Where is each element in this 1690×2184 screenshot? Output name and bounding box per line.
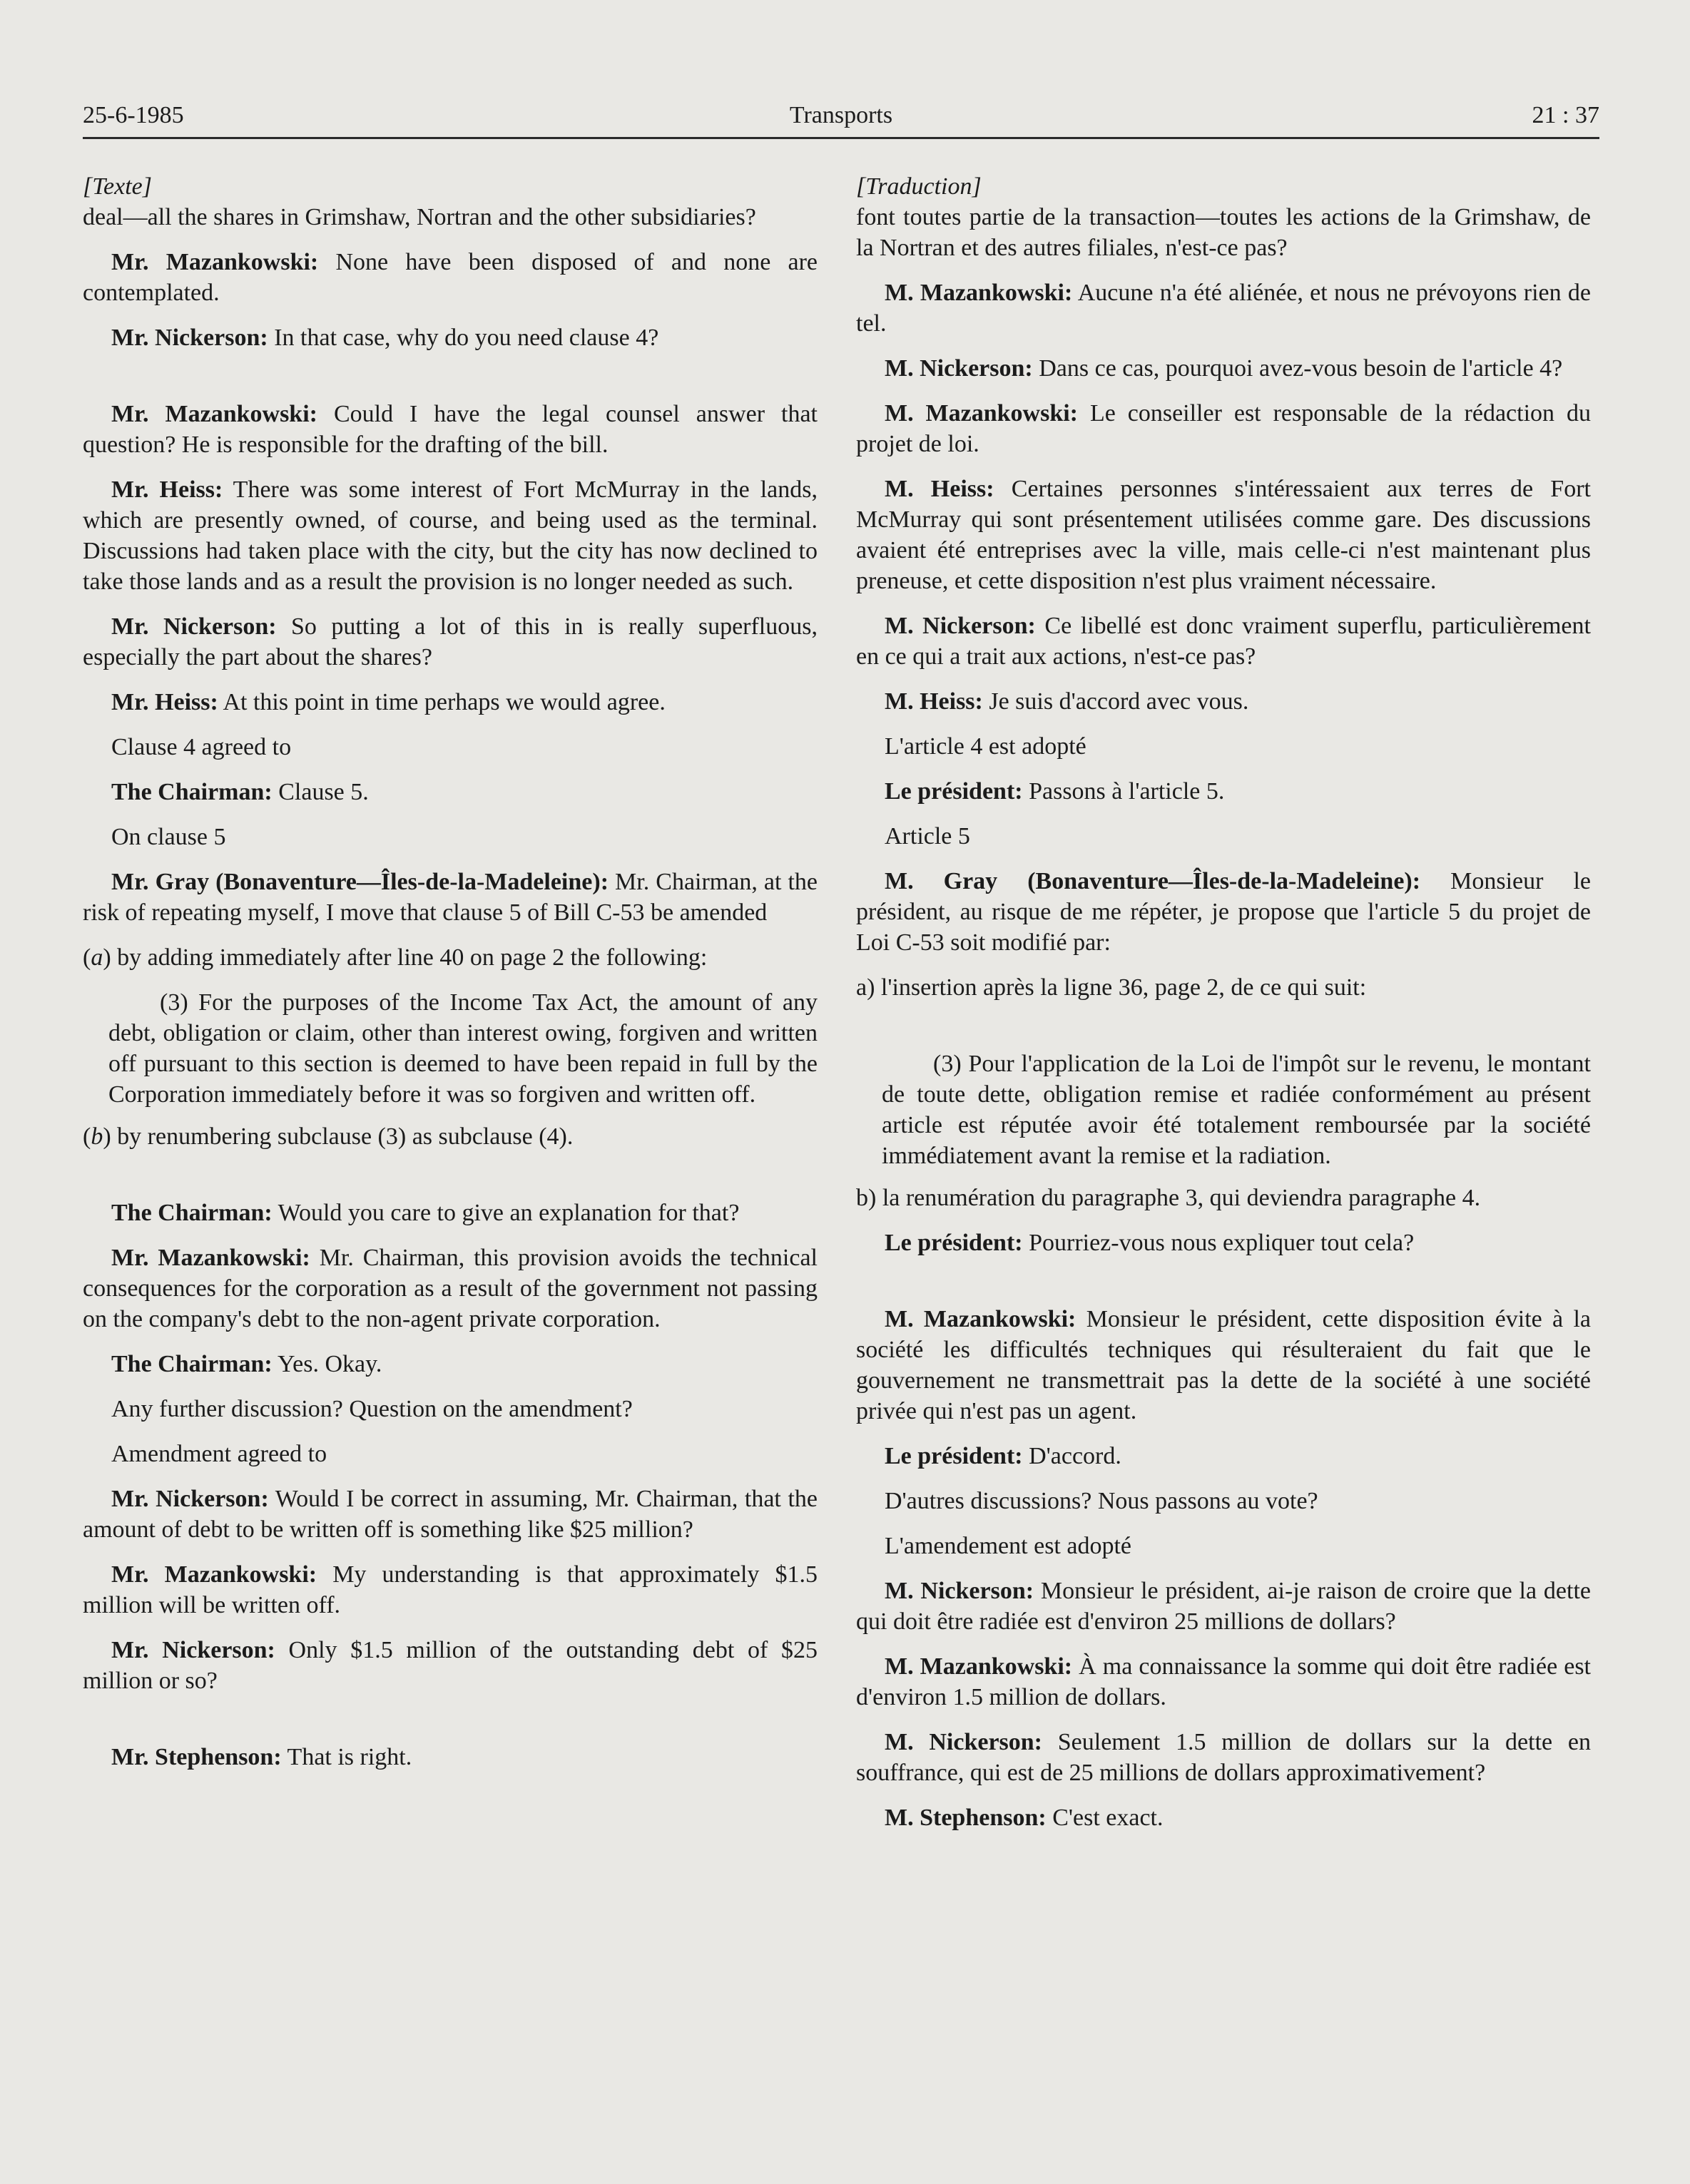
section-tag: [Texte] [83, 173, 152, 200]
speaker-name: Mr. Heiss: [111, 476, 223, 503]
speech [83, 777, 818, 807]
speaker-name: M. Mazankowski: [885, 400, 1078, 427]
speech [856, 686, 1591, 717]
item-text: ) by renumbering subclause (3) as subclause (4). [103, 1123, 574, 1150]
speech [856, 277, 1591, 339]
amendment-item: (b) by renumbering subclause (3) as subclause (4). [83, 1123, 574, 1150]
speech [856, 1802, 1591, 1833]
speaker-name: M. Gray (Bonaventure—Îles-de-la-Madeleine): [885, 868, 1421, 894]
speech-text: Monsieur le président, au risque de me répéter, je propose que l'article 5 du projet de Loi C-53 soit modifié par: [856, 868, 1592, 956]
speech [83, 867, 818, 928]
speech [856, 1441, 1591, 1471]
speech [83, 1242, 818, 1335]
speech [83, 247, 818, 308]
speaker-name: Mr. Gray (Bonaventure—Îles-de-la-Madeleine): [111, 869, 609, 895]
speech-text: Aucune n'a été aliénée, et nous ne prévoyons rien de tel. [856, 280, 1591, 337]
speech-text: D'accord. [1022, 1443, 1121, 1469]
speech-text: Pourriez-vous nous expliquer tout cela? [1022, 1230, 1415, 1256]
speaker-name: Le président: [885, 1443, 1023, 1469]
speech [856, 1651, 1591, 1713]
speech [856, 1304, 1591, 1427]
speaker-name: Mr. Mazankowski: [111, 249, 319, 275]
speaker-name: Mr. Stephenson: [111, 1744, 282, 1770]
speaker-name: Mr. Nickerson: [111, 325, 268, 351]
item-text: ) by adding immediately after line 40 on page 2 the following: [103, 944, 708, 971]
speech [83, 1635, 818, 1696]
speech [856, 474, 1591, 596]
speech [856, 1228, 1591, 1258]
speech [83, 322, 818, 353]
speaker-name: M. Mazankowski: [885, 1306, 1076, 1332]
speech [83, 1484, 818, 1545]
speaker-name: Mr. Mazankowski: [111, 401, 317, 427]
amendment-item: a) l'insertion après la ligne 36, page 2, de ce qui suit: [856, 974, 1367, 1001]
speech [856, 1576, 1591, 1637]
french-column [856, 171, 1591, 1847]
speech-text: At this point in time perhaps we would agree. [218, 689, 666, 715]
procedural-note: Clause 4 agreed to [111, 734, 292, 760]
speech [83, 1742, 818, 1772]
speech [856, 866, 1591, 958]
speech-text: Could I have the legal counsel answer that question? He is responsible for the drafting of the bill. [83, 401, 818, 458]
speaker-name: M. Nickerson: [885, 1578, 1034, 1604]
speech [856, 776, 1591, 807]
speaker-name: The Chairman: [111, 779, 273, 805]
paragraph: font toutes partie de la transaction—toutes les actions de la Grimshaw, de la Nortran et des autres filiales, n'est-ce pas? [856, 204, 1591, 261]
speech-text: My understanding is that approximately $1.5 million will be written off. [83, 1561, 818, 1618]
procedural-note: Amendment agreed to [111, 1441, 327, 1467]
speech-text: Would you care to give an explanation for that? [272, 1200, 740, 1226]
header-date: 25-6-1985 [83, 102, 184, 128]
speech-text: Mr. Chairman, this provision avoids the technical consequences for the corporation as a result of the government not passing on the company's debt to the non-agent private corporation. [83, 1245, 818, 1332]
speech-text: À ma connaissance la somme qui doit être radiée est d'environ 1.5 million de dollars. [856, 1653, 1591, 1710]
speech-text: Monsieur le président, cette disposition évite à la société les difficultés techniques qui résulteraient du fait que le gouvernement ne transmettrait pas la dette de la société à une société privée qui n'est pas un agent. [856, 1306, 1591, 1424]
amendment-item: b) la renumération du paragraphe 3, qui deviendra paragraphe 4. [856, 1185, 1481, 1211]
procedural-note: Article 5 [885, 823, 970, 849]
speech-text: Certaines personnes s'intéressaient aux terres de Fort McMurray qui sont présentement utilisées comme gare. Des discussions avaient été entreprises avec la ville, mais celle-ci n'est maintenant plus preneuse, et cette disposition n'est plus vraiment nécessaire. [856, 476, 1591, 594]
procedural-note: L'article 4 est adopté [885, 733, 1086, 760]
speech [83, 399, 818, 460]
header-page-number: 21 : 37 [1532, 102, 1599, 128]
amendment-quote: (3) For the purposes of the Income Tax Act, the amount of any debt, obligation or claim, other than interest owing, forgiven and written off pursuant to this section is deemed to have been repaid in full by the Corporation immediately before it was so forgiven and written off. [108, 989, 818, 1108]
speech-text: There was some interest of Fort McMurray in the lands, which are presently owned, of course, and being used as the terminal. Discussions had taken place with the city, but the city has now declined to take those lands and as a result the provision is no longer needed as such. [83, 476, 818, 595]
amendment-quote: (3) Pour l'application de la Loi de l'impôt sur le revenu, le montant de toute dette, obligation remise et radiée conformément au présent article est réputée avoir été totalement remboursée par la société immédiatement avant la remise et la radiation. [882, 1051, 1591, 1169]
speaker-name: The Chairman: [111, 1200, 273, 1226]
speech-text: Passons à l'article 5. [1022, 778, 1225, 805]
speaker-name: M. Mazankowski: [885, 280, 1073, 306]
speech-text: Seulement 1.5 million de dollars sur la dette en souffrance, qui est de 25 millions de dollars approximativement? [856, 1729, 1591, 1786]
speech [83, 1198, 818, 1228]
speech-text: Mr. Chairman, at the risk of repeating myself, I move that clause 5 of Bill C-53 be amended [83, 869, 818, 926]
item-letter: b [91, 1123, 103, 1150]
speaker-name: M. Nickerson: [885, 1729, 1042, 1755]
speaker-name: Mr. Mazankowski: [111, 1561, 317, 1588]
speech [856, 353, 1591, 384]
speaker-name: Mr. Nickerson: [111, 1486, 269, 1512]
speech-text: So putting a lot of this in is really superfluous, especially the part about the shares? [83, 613, 818, 670]
speech-text: Yes. Okay. [272, 1351, 382, 1377]
speaker-name: M. Nickerson: [885, 355, 1033, 382]
amendment-item: (a) by adding immediately after line 40 on page 2 the following: [83, 944, 708, 971]
speaker-name: M. Heiss: [885, 476, 994, 502]
speaker-name: The Chairman: [111, 1351, 273, 1377]
speaker-name: Le président: [885, 778, 1023, 805]
speaker-name: M. Stephenson: [885, 1805, 1047, 1831]
paragraph: D'autres discussions? Nous passons au vote? [885, 1488, 1318, 1514]
speech-text: Would I be correct in assuming, Mr. Chairman, that the amount of debt to be written off is something like $25 million? [83, 1486, 818, 1543]
speech-text: Monsieur le président, ai-je raison de croire que la dette qui doit être radiée est d'environ 25 millions de dollars? [856, 1578, 1591, 1635]
speech-text: Dans ce cas, pourquoi avez-vous besoin de l'article 4? [1032, 355, 1563, 382]
speaker-name: Mr. Nickerson: [111, 613, 277, 640]
paragraph: Any further discussion? Question on the amendment? [111, 1396, 633, 1422]
speaker-name: Mr. Nickerson: [111, 1637, 275, 1663]
speech [83, 1349, 818, 1379]
speech [83, 1559, 818, 1621]
speech [856, 1727, 1591, 1788]
speaker-name: Mr. Heiss: [111, 689, 218, 715]
speech-text: Clause 5. [272, 779, 369, 805]
speaker-name: M. Nickerson: [885, 613, 1036, 639]
page-header [83, 101, 1599, 139]
procedural-note: L'amendement est adopté [885, 1533, 1131, 1559]
paragraph: deal—all the shares in Grimshaw, Nortran and the other subsidiaries? [83, 204, 756, 230]
section-tag: [Traduction] [856, 173, 982, 200]
speech-text: That is right. [281, 1744, 412, 1770]
speech-text: Je suis d'accord avec vous. [982, 688, 1249, 715]
english-column [83, 171, 818, 1787]
speech [856, 611, 1591, 672]
speech-text: Le conseiller est responsable de la rédaction du projet de loi. [856, 400, 1591, 457]
item-letter: a [91, 944, 103, 971]
speech-text: Only $1.5 million of the outstanding debt of $25 million or so? [83, 1637, 818, 1694]
speech [83, 687, 818, 718]
speech-text: None have been disposed of and none are contemplated. [83, 249, 818, 306]
speech [856, 398, 1591, 459]
speaker-name: M. Heiss: [885, 688, 983, 715]
speech-text: C'est exact. [1046, 1805, 1164, 1831]
speech [83, 474, 818, 597]
speech [83, 611, 818, 673]
speech-text: In that case, why do you need clause 4? [268, 325, 659, 351]
speaker-name: Mr. Mazankowski: [111, 1245, 310, 1271]
speech-text: Ce libellé est donc vraiment superflu, particulièrement en ce qui a trait aux actions, n'est-ce pas? [856, 613, 1591, 670]
speaker-name: Le président: [885, 1230, 1023, 1256]
procedural-note: On clause 5 [111, 824, 226, 850]
speaker-name: M. Mazankowski: [885, 1653, 1073, 1680]
header-title: Transports [789, 102, 893, 128]
